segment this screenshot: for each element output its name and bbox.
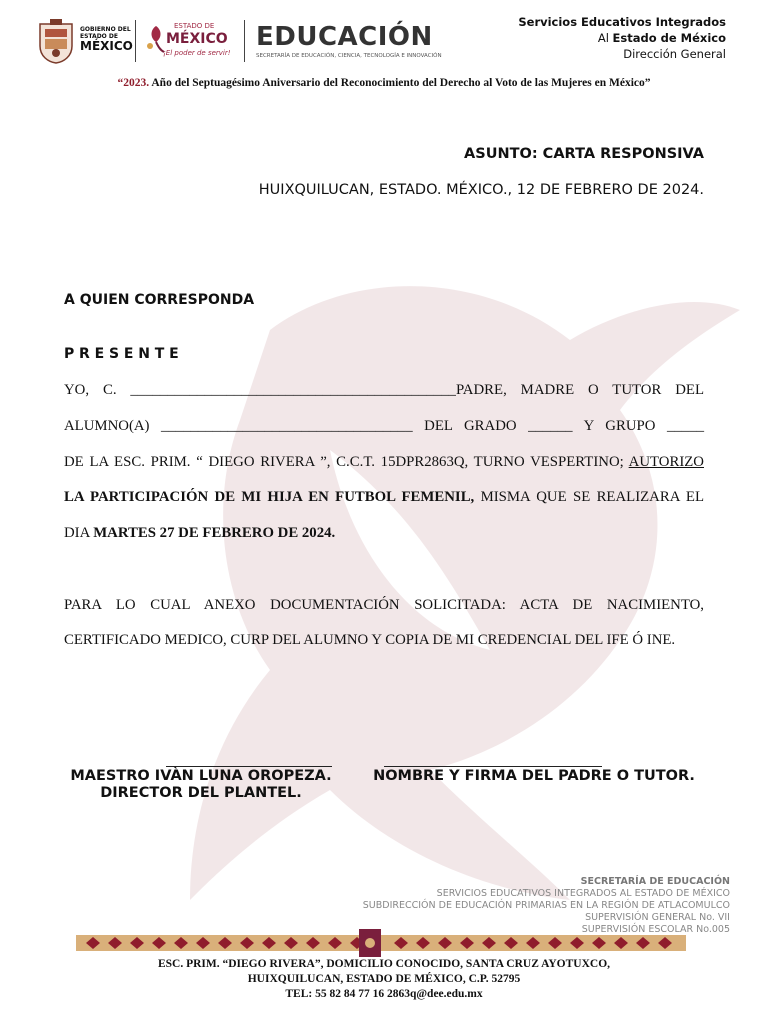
- edomex-slogan: ¡El poder de servir!: [163, 49, 231, 57]
- school-address: [0, 957, 768, 1002]
- government-line-3: MÉXICO: [80, 39, 133, 53]
- education-subtitle: SECRETARÍA DE EDUCACIÓN, CIENCIA, TECNOLOGÍA E INNOVACIÓN: [256, 53, 442, 59]
- footer-institution: [363, 876, 730, 936]
- decorative-border-icon: [76, 929, 686, 957]
- paragraph-line-4: [64, 489, 704, 506]
- authorize-word: AUTORIZO: [628, 454, 704, 470]
- event-date: MARTES 27 DE FEBRERO DE 2024.: [93, 525, 336, 541]
- address-line-1: ESC. PRIM. “DIEGO RIVERA”, DOMICILIO CONOCIDO, SANTA CRUZ AYOTUXCO,: [157, 958, 611, 970]
- edomex-big-text: MÉXICO: [166, 31, 228, 47]
- participation-text: LA PARTICIPACIÓN DE MI HIJA EN FUTBOL FEMENIL,: [64, 489, 475, 505]
- footer-line-5: SUPERVISIÓN ESCOLAR No.005: [581, 924, 730, 935]
- director-title: DIRECTOR DEL PLANTEL.: [100, 785, 302, 801]
- presente-heading: PRESENTE: [64, 346, 184, 362]
- paragraph-line-7: CERTIFICADO MEDICO, CURP DEL ALUMNO Y COPIA DE MI CREDENCIAL DEL IFE Ó INE.: [64, 632, 676, 648]
- year-number: 2023.: [123, 77, 150, 89]
- year-open-quote: “: [117, 77, 124, 89]
- line-5-text: DIA: [64, 525, 94, 541]
- director-signature-line: [166, 766, 332, 767]
- footer-line-2: SERVICIOS EDUCATIVOS INTEGRADOS AL ESTADO DE MÉXICO: [436, 888, 730, 899]
- addressee: A QUIEN CORRESPONDA: [64, 292, 255, 308]
- line-3-text: DE LA ESC. PRIM. “ DIEGO RIVERA ”, C.C.T. 15DPR2863Q, TURNO VESPERTINO;: [64, 454, 629, 470]
- paragraph-line-2: ALUMNO(A) __________________________________ DEL GRADO ______ Y GRUPO _____: [64, 418, 704, 434]
- paragraph-line-5: [64, 525, 704, 542]
- director-name: MAESTRO IVÀN LUNA OROPEZA.: [70, 768, 332, 784]
- subject-line: ASUNTO: CARTA RESPONSIVA: [464, 146, 704, 162]
- services-line-3: Dirección General: [623, 47, 726, 61]
- paragraph-line-1: YO, C. ____________________________________________PADRE, MADRE O TUTOR DEL: [64, 382, 704, 398]
- address-line-2: HUIXQUILUCAN, ESTADO DE MÉXICO, C.P. 52795: [247, 973, 521, 985]
- edomex-small-text: ESTADO DE: [174, 22, 215, 30]
- services-line-2-prefix: Al: [597, 31, 609, 45]
- header-divider: [135, 20, 136, 62]
- services-line-2: [518, 30, 726, 46]
- government-line-1: GOBIERNO DEL: [80, 26, 131, 33]
- director-signature-block: [56, 768, 346, 802]
- government-line-2: ESTADO DE: [80, 33, 118, 40]
- paragraph-line-3: [64, 454, 704, 471]
- line-4-text: MISMA QUE SE REALIZARA EL: [474, 489, 704, 505]
- government-logo-text: [80, 26, 133, 53]
- services-header: [518, 14, 726, 62]
- year-legend: [0, 77, 768, 89]
- watermark-hummingbird-icon: [150, 250, 750, 910]
- header-divider-2: [244, 20, 245, 62]
- services-line-1: Servicios Educativos Integrados: [518, 15, 726, 29]
- footer-line-3: SUBDIRECCIÓN DE EDUCACIÓN PRIMARIAS EN LA REGIÓN DE ATLACOMULCO: [362, 900, 730, 911]
- footer-line-4: SUPERVISIÓN GENERAL No. VII: [585, 912, 730, 923]
- parent-signature-label: NOMBRE Y FIRMA DEL PADRE O TUTOR.: [373, 768, 695, 784]
- footer-line-1: SECRETARÍA DE EDUCACIÓN: [580, 876, 730, 887]
- state-seal-icon: [36, 18, 76, 64]
- education-title: EDUCACIÓN: [256, 22, 433, 52]
- address-line-3: TEL: 55 82 84 77 16 2863q@dee.edu.mx: [285, 988, 483, 1000]
- parent-signature-line: [384, 766, 602, 767]
- paragraph-line-6: PARA LO CUAL ANEXO DOCUMENTACIÓN SOLICITADA: ACTA DE NACIMIENTO,: [64, 597, 704, 613]
- services-line-2-bold: Estado de México: [612, 31, 726, 45]
- year-text: Año del Septuagésimo Aniversario del Reconocimiento del Derecho al Voto de las Mujeres en México”: [149, 77, 651, 89]
- place-date: HUIXQUILUCAN, ESTADO. MÉXICO., 12 DE FEBRERO DE 2024.: [258, 182, 704, 198]
